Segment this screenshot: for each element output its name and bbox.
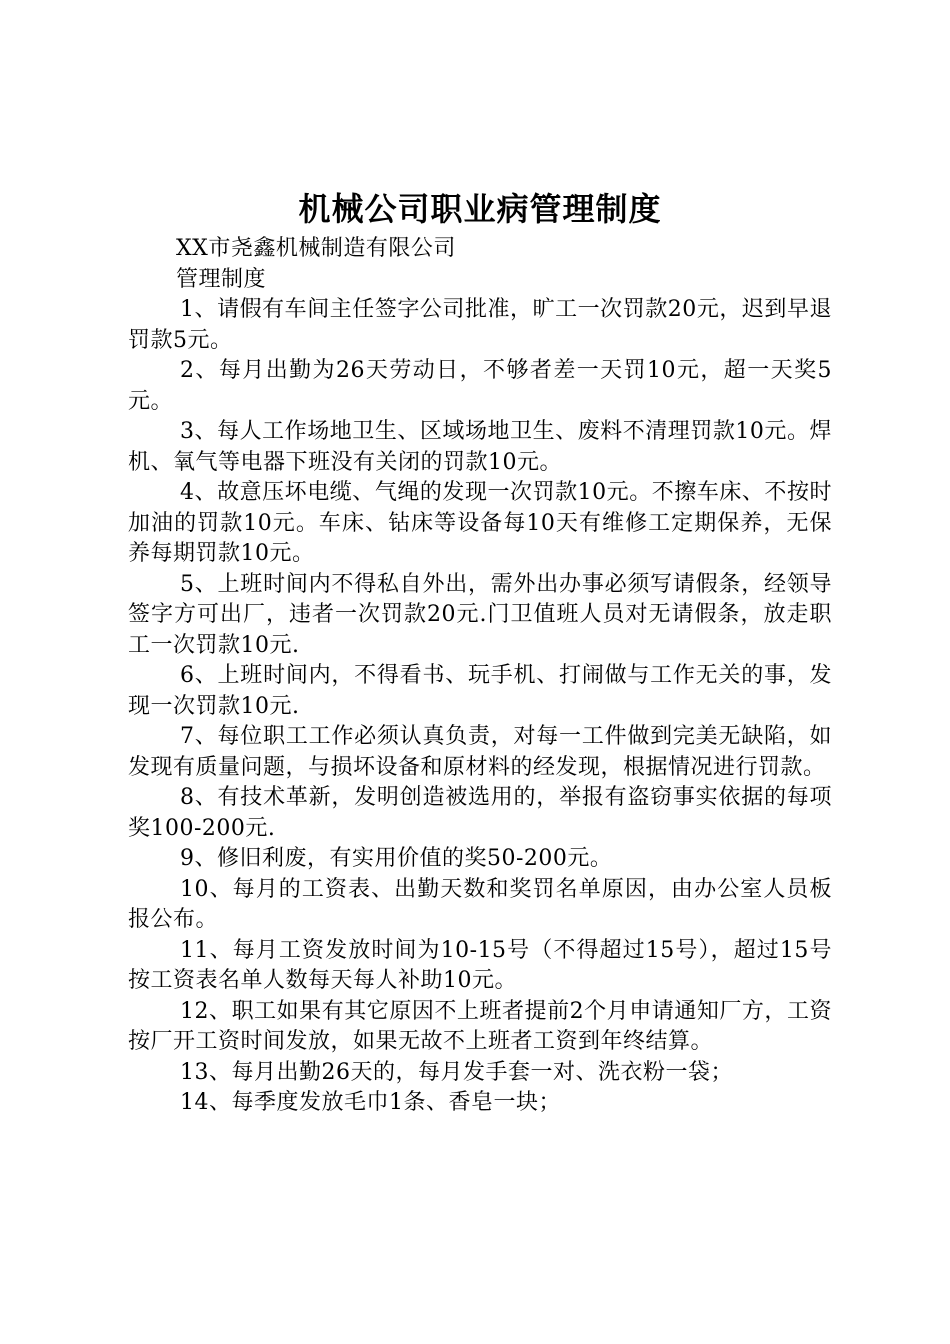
rule-item-9: 9、修旧利废，有实用价值的奖50-200元。 <box>180 846 613 871</box>
rule-item-12: 12、职工如果有其它原因不上班者提前2个月申请通知厂方，工资按厂开工资时间发放，如果无故不上班者工资到年终结算。 <box>128 998 832 1054</box>
company-name: XX市尧鑫机械制造有限公司 <box>176 236 456 261</box>
rule-item-10: 10、每月的工资表、出勤天数和奖罚名单原因，由办公室人员板报公布。 <box>128 876 832 932</box>
rule-item-14: 14、每季度发放毛巾1条、香皂一块； <box>180 1090 561 1115</box>
rule-item-11: 11、每月工资发放时间为10-15号（不得超过15号），超过15号按工资表名单人数每天每人补助10元。 <box>128 937 832 993</box>
rule-item-6: 6、上班时间内，不得看书、玩手机、打闹做与工作无关的事，发现一次罚款10元. <box>128 663 832 719</box>
document-title: 机械公司职业病管理制度 <box>298 190 662 228</box>
rule-item-1: 1、请假有车间主任签字公司批准，旷工一次罚款20元，迟到早退罚款5元。 <box>128 297 832 353</box>
section-subtitle: 管理制度 <box>176 266 267 292</box>
document-page <box>128 188 832 1119</box>
rule-item-5: 5、上班时间内不得私自外出，需外出办事必须写请假条，经领导签字方可出厂，违者一次罚款20元.门卫值班人员对无请假条，放走职工一次罚款10元. <box>128 571 832 658</box>
rule-item-2: 2、每月出勤为26天劳动日，不够者差一天罚10元，超一天奖5元。 <box>128 358 832 414</box>
rule-item-3: 3、每人工作场地卫生、区域场地卫生、废料不清理罚款10元。焊机、氧气等电器下班没有关闭的罚款10元。 <box>128 419 832 475</box>
rule-item-13: 13、每月出勤26天的，每月发手套一对、洗衣粉一袋； <box>180 1059 733 1085</box>
rule-item-7: 7、每位职工工作必须认真负责，对每一工件做到完美无缺陷，如发现有质量问题，与损坏设备和原材料的经发现，根据情况进行罚款。 <box>128 724 832 780</box>
rule-item-8: 8、有技术革新，发明创造被选用的，举报有盗窃事实依据的每项奖100-200元. <box>128 785 832 841</box>
rule-item-4: 4、故意压坏电缆、气绳的发现一次罚款10元。不擦车床、不按时加油的罚款10元。车床、钻床等设备每10天有维修工定期保养，无保养每期罚款10元。 <box>128 480 832 566</box>
